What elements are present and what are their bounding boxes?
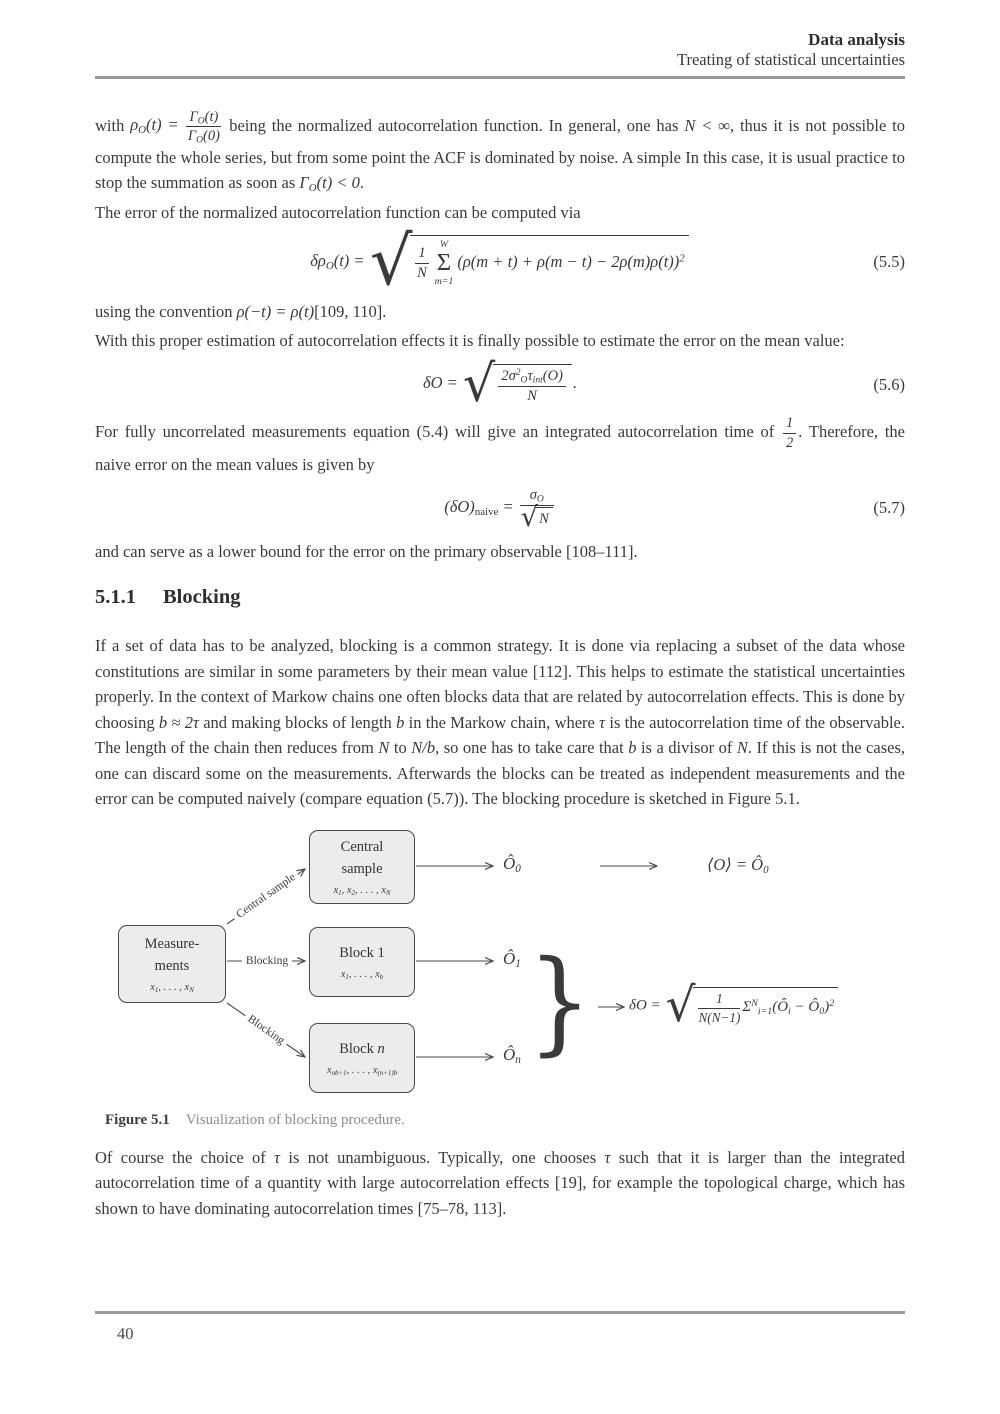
measurements-box-title-line2: ments <box>154 957 190 974</box>
measurements-box <box>118 925 226 1003</box>
paragraph-error-intro: The error of the normalized autocorrelation function can be computed via <box>95 202 581 222</box>
page-number: 40 <box>117 1323 134 1343</box>
block-1-box-title: Block 1 <box>339 944 385 961</box>
equation-5-6-number: (5.6) <box>873 374 905 394</box>
label-blocking-mid: Blocking <box>242 955 292 967</box>
equation-5-6-math: δO = √ $\frac{2\sigma^2_O\tau_{int}(O)}{N}$ . <box>422 353 578 413</box>
equation-5-7-number: (5.7) <box>873 497 905 517</box>
equation-5-7 <box>95 487 905 533</box>
figure-5-1-diagram <box>95 824 905 1104</box>
block-n-box-elements: $x_{nb+1}$, . . . , $x_{(n+1)b}$ <box>326 1065 398 1078</box>
mean-value-formula: ⟨O⟩ = $Ô_0$ <box>707 854 769 876</box>
section-number: 5.1.1 <box>95 586 136 608</box>
paragraph-acf-intro: with $\rho_O(t)$ = $\frac{\Gamma_O(t)}{\Gamma_O(0)}$ being the normalized autocorrelation function. In general, one has N < ∞, thus it is not possible to compute the whole series, but from some point the ACF is dominated by noise. A simple In this case, it is usual practice to stop the summation as soon as $\Gamma_O(t) < 0$. <box>95 108 905 195</box>
paragraph-uncorrelated: For fully uncorrelated measurements equation (5.4) will give an integrated autocorrelation time of $\frac{1}{2}$ . Therefore, the naive error on the mean values is given by <box>95 415 905 474</box>
paragraph-convention: using the convention ρ(−t) = ρ(t)[109, 110]. <box>95 301 387 321</box>
central-sample-box <box>309 830 415 904</box>
equation-5-7-math: $(\delta O)_{naive}$ = $\sigma_O$ √ N <box>444 497 556 516</box>
block-n-box <box>309 1023 415 1093</box>
central-sample-box-elements: $x_1$, $x_2$, . . . , $x_N$ <box>333 885 391 898</box>
equation-5-5 <box>95 222 905 301</box>
figure-caption-text: Visualization of blocking procedure. <box>185 1111 405 1128</box>
page-header <box>95 0 905 79</box>
figure-caption <box>105 1112 905 1129</box>
block-1-box <box>309 927 415 997</box>
equation-5-6 <box>95 353 905 413</box>
error-formula-row <box>629 978 839 1034</box>
label-blocking-low: Blocking <box>242 1010 290 1049</box>
header-title: Data analysis <box>808 30 905 49</box>
block-n-box-title: Block n <box>339 1040 385 1057</box>
section-title: Blocking <box>163 586 241 608</box>
equation-5-5-number: (5.5) <box>873 252 905 272</box>
header-rule <box>95 76 905 79</box>
measurements-box-elements: $x_1$, . . . , $x_N$ <box>150 982 194 995</box>
paragraph-tau-choice: Of course the choice of τ is not unambiguous. Typically, one chooses τ such that it is larger than the integrated autocorrelation time of a quantity with large autocorrelation effects [19], for example the topological charge, which has shown to have dominating autocorrelation times [75–78, 113]. <box>95 1147 905 1218</box>
page-body <box>95 109 905 1222</box>
output-o-hat-1: $Ô_1$ <box>503 948 521 970</box>
paragraph-lower-bound: and can serve as a lower bound for the error on the primary observable [108–111]. <box>95 541 638 561</box>
label-central-sample: Central sample <box>231 868 301 922</box>
paragraph-blocking-explain: If a set of data has to be analyzed, blocking is a common strategy. It is done via replacing a subset of the data whose constitutions are similar in some parameters by their mean value [112]. This helps to estimate the statistical uncertainties properly. In the context of Markow chains one often blocks data that are related by autocorrelation effects. This is done by choosing b ≈ 2τ and making blocks of length b in the Markow chain, where τ is the autocorrelation time of the observable. The length of the chain then reduces from N to N/b, so one has to take care that b is a divisor of N. If this is not the cases, one can discard some on the measurements. Afterwards the blocks can be treated as independent measurements and the error can be computed naively (compare equation (5.7)). The blocking procedure is sketched in Figure 5.1. <box>95 636 905 808</box>
figure-brace: } <box>527 936 592 1067</box>
figure-caption-label: Figure 5.1 <box>105 1111 170 1128</box>
footer-rule <box>95 1311 905 1314</box>
output-o-hat-0: $Ô_0$ <box>503 853 521 875</box>
measurements-box-title-line1: Measure- <box>144 935 200 952</box>
paragraph-mean-error: With this proper estimation of autocorrelation effects it is finally possible to estimate the error on the mean value: <box>95 331 845 351</box>
output-o-hat-n: $Ô_n$ <box>503 1044 521 1066</box>
error-formula: δO = √ $\frac{1}{N(N-1)}$ $\Sigma^N_{i=1}(Ô_i$ − $Ô_0)^2$ <box>629 987 839 1025</box>
central-sample-box-title-line1: Central <box>340 838 384 855</box>
page-footer <box>95 1311 905 1344</box>
header-subtitle: Treating of statistical uncertainties <box>676 50 905 69</box>
central-sample-box-title-line2: sample <box>341 860 383 877</box>
equation-5-5-math: $\delta\rho_O(t)$ = √ $\frac{1}{N}$ W Σ m=1 $(\rho(m + t) + \rho(m - t) - 2\rho(m)\rho(t))^2$ <box>310 251 689 270</box>
section-heading-blocking <box>95 586 905 609</box>
block-1-box-elements: $x_1$, . . . , $x_b$ <box>340 969 384 982</box>
